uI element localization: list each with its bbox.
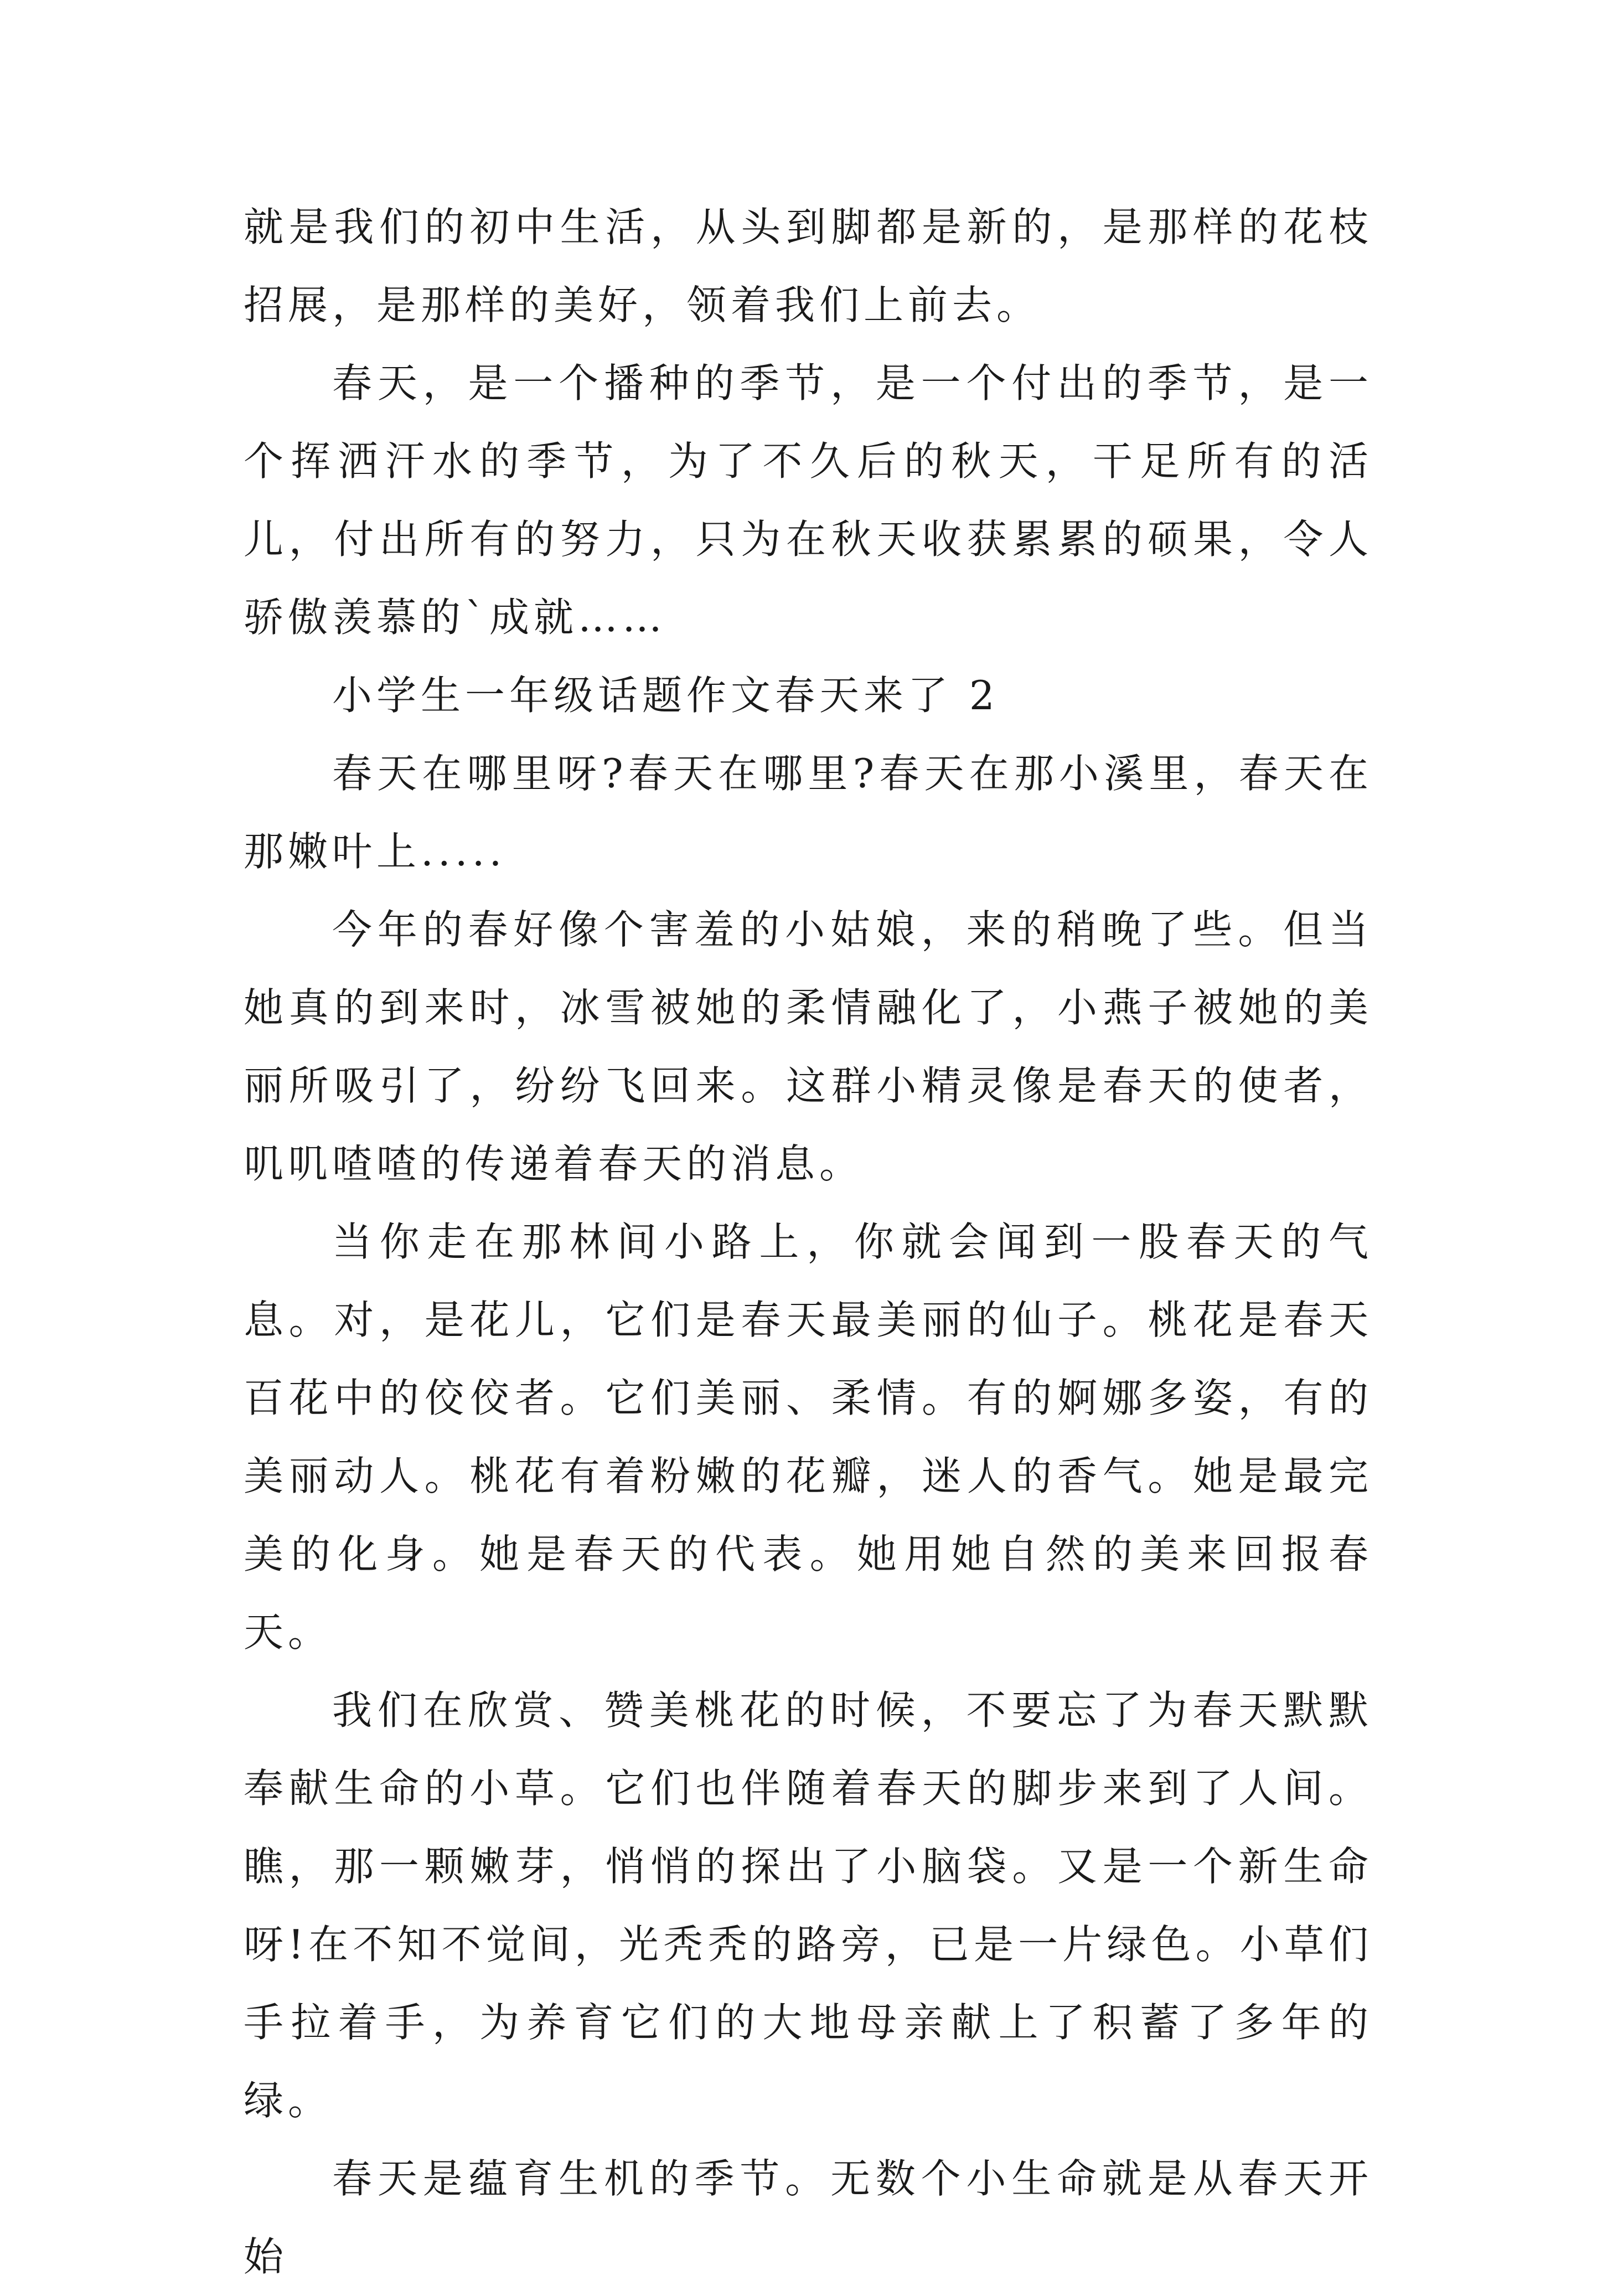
section-title: 小学生一年级话题作文春天来了 2 [332, 672, 999, 719]
paragraph-8: 春天是蕴育生机的季节。无数个小生命就是从春天开始 [244, 2155, 1373, 2280]
paragraph-6: 当你走在那林间小路上，你就会闻到一股春天的气息。对，是花儿，它们是春天最美丽的仙子。桃花是春天百花中的佼佼者。它们美丽、柔情。有的婀娜多姿，有的美丽动人。桃花有着粉嫩的花瓣，迷人的香气。她是最完美的化身。她是春天的代表。她用她自然的美来回报春天。 [244, 1219, 1373, 1655]
paragraph-1: 就是我们的初中生活，从头到脚都是新的，是那样的花枝招展，是那样的美好，领着我们上前去。 [244, 204, 1373, 328]
paragraph-4: 春天在哪里呀?春天在哪里?春天在那小溪里，春天在那嫩叶上..... [244, 750, 1373, 875]
paragraph-7: 我们在欣赏、赞美桃花的时候，不要忘了为春天默默奉献生命的小草。它们也伴随着春天的脚步来到了人间。瞧，那一颗嫩芽，悄悄的探出了小脑袋。又是一个新生命呀!在不知不觉间，光秃秃的路旁，已是一片绿色。小草们手拉着手，为养育它们的大地母亲献上了积蓄了多年的绿。 [244, 1687, 1373, 2124]
paragraph-5: 今年的春好像个害羞的小姑娘，来的稍晚了些。但当她真的到来时，冰雪被她的柔情融化了，小燕子被她的美丽所吸引了，纷纷飞回来。这群小精灵像是春天的使者，叽叽喳喳的传递着春天的消息。 [244, 906, 1373, 1187]
document-body [244, 188, 1373, 2296]
paragraph-2: 春天，是一个播种的季节，是一个付出的季节，是一个挥洒汗水的季节，为了不久后的秋天，干足所有的活儿，付出所有的努力，只为在秋天收获累累的硕果，令人骄傲羡慕的`成就…… [244, 360, 1373, 641]
